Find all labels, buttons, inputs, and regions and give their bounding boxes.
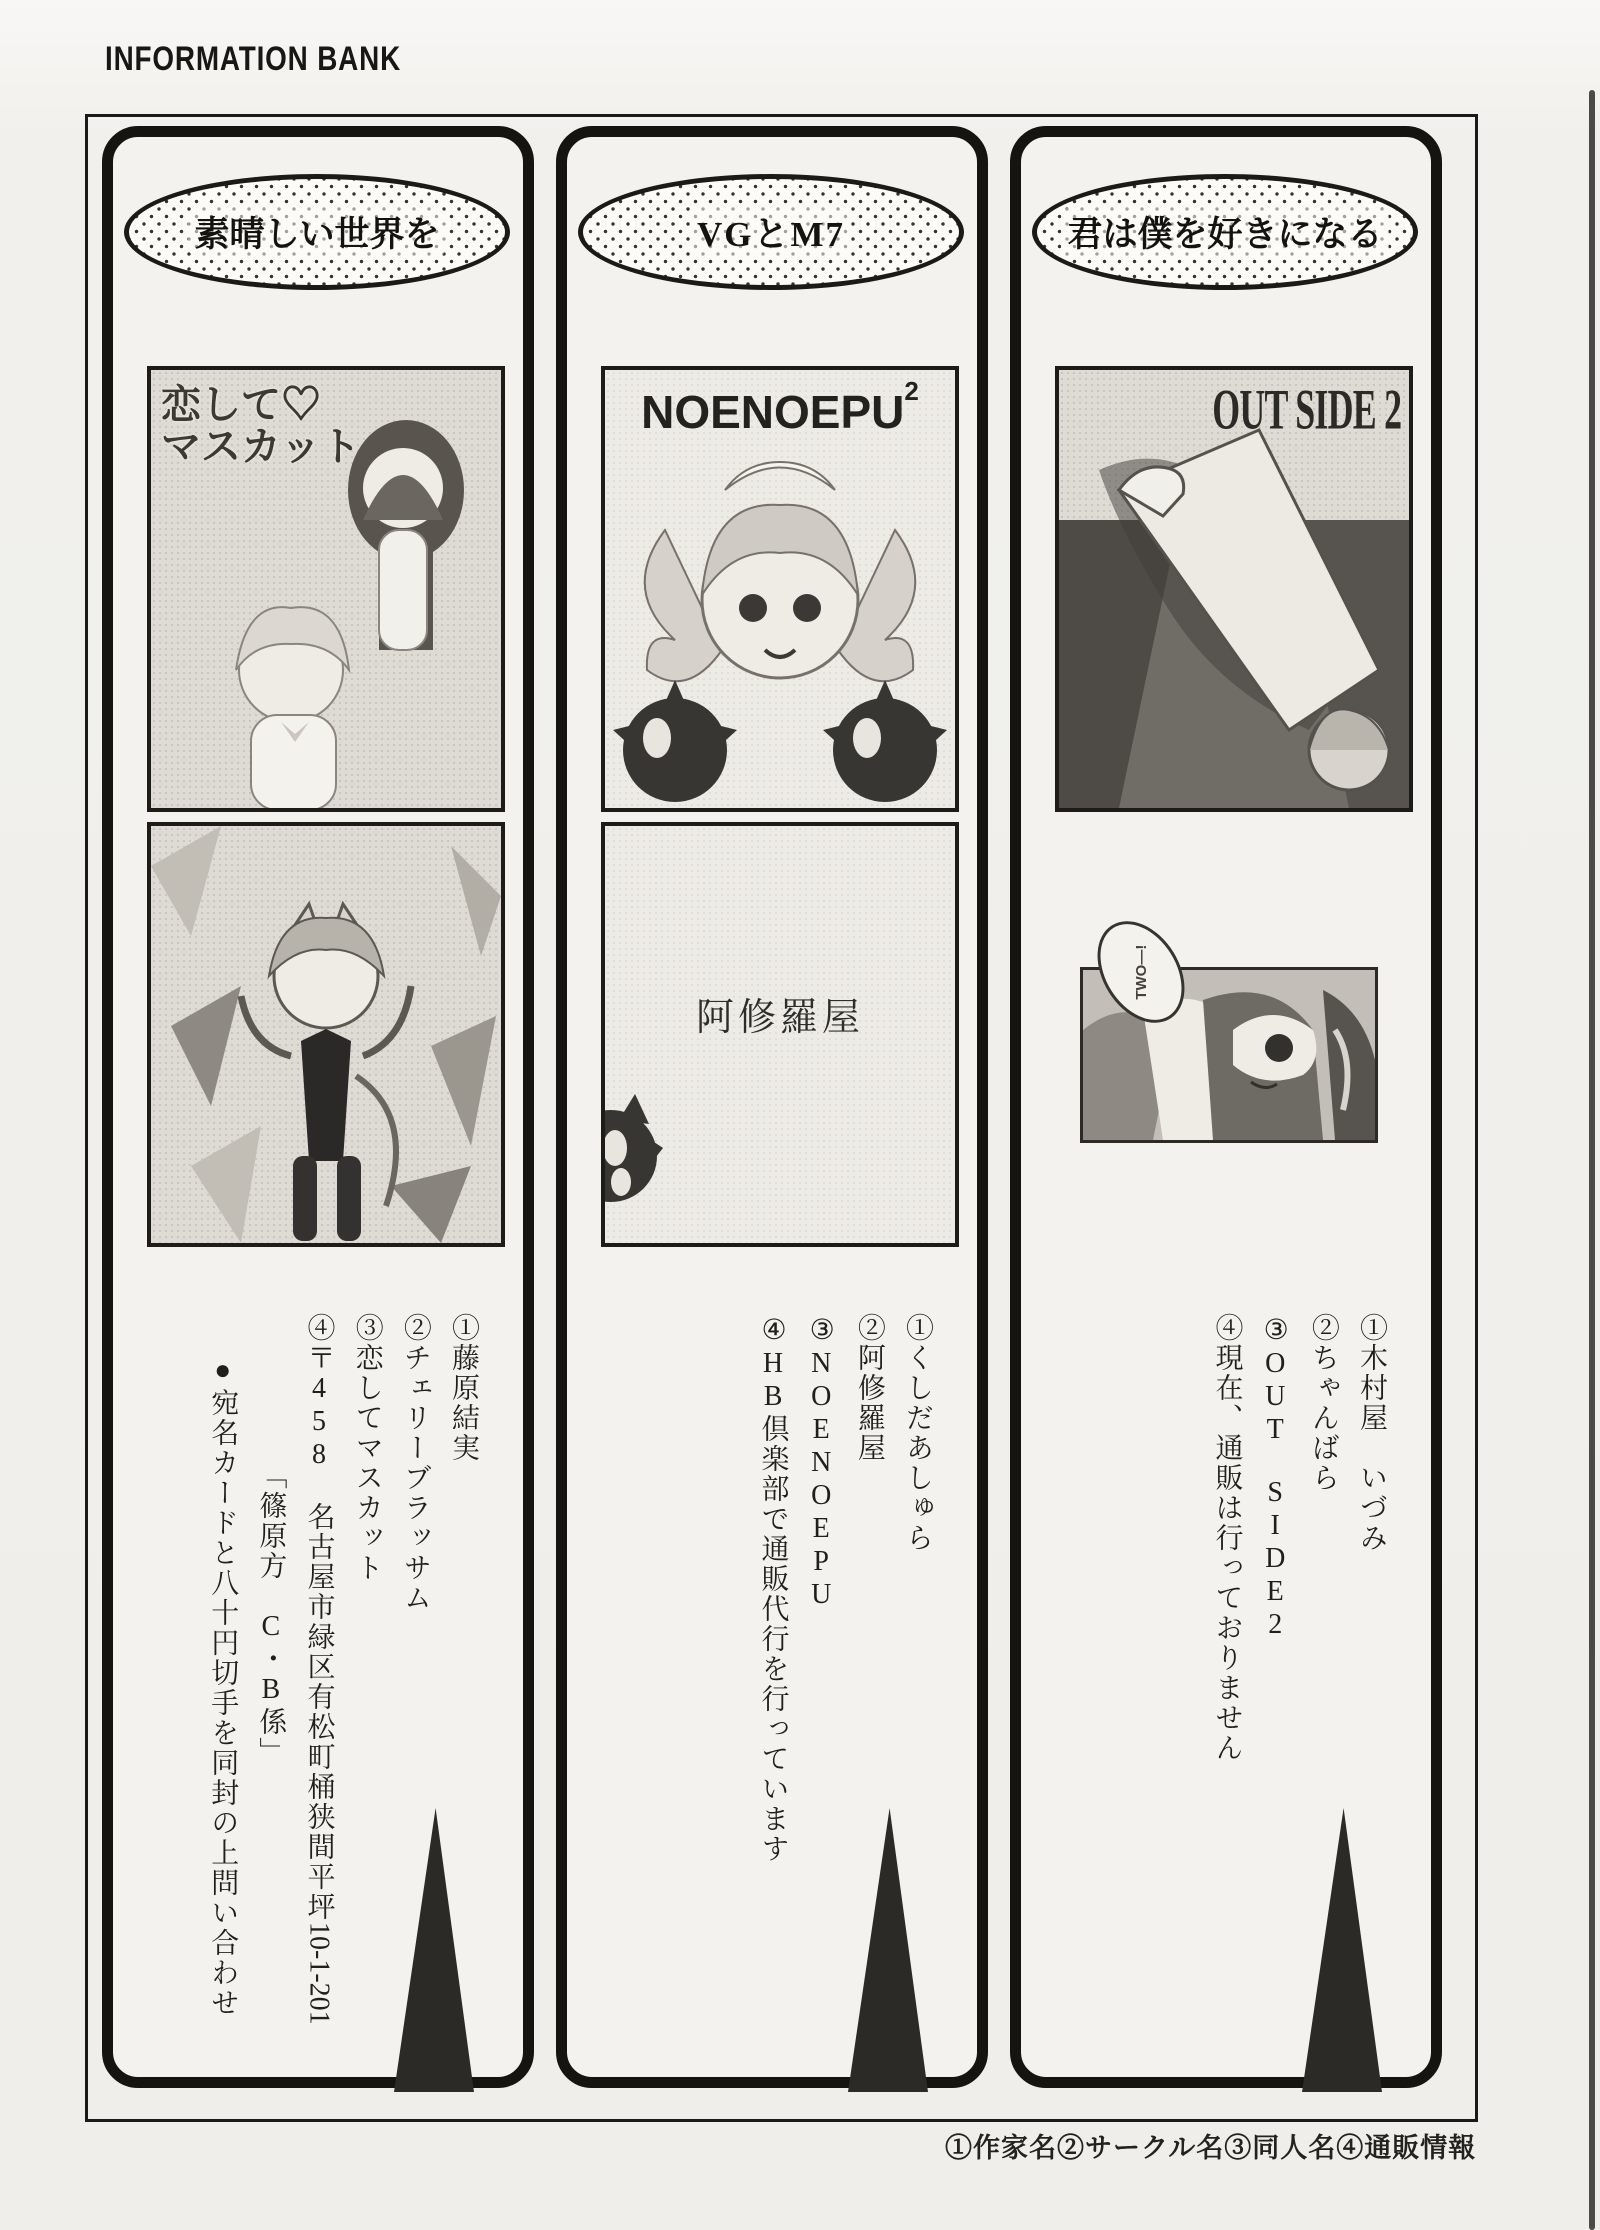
info-line: ④現在、通販は行っておりません [1211, 1313, 1243, 1763]
column2-circle-info [748, 1313, 941, 2037]
page-title: INFORMATION BANK [105, 40, 402, 78]
info-line: ①藤原結実 [448, 1313, 479, 1463]
info-line-co-name: 「篠原方 C・B係」 [255, 1461, 287, 1767]
info-line: ②チェリーブラッサム [399, 1313, 431, 1613]
ashuraya-label: 阿修羅屋 [695, 997, 864, 1039]
column1-header-label: 素晴しい世界を [188, 207, 445, 257]
column2-artwork-panel-2 [601, 822, 959, 1247]
info-line: ①くしだあしゅら [902, 1313, 933, 1553]
column3-header-label: 君は僕を好きになる [1061, 207, 1388, 257]
address-number: 10-1-201 [303, 1922, 335, 2025]
info-line: ③OUT SIDE2 [1259, 1313, 1291, 1642]
speech-bubble-text: TWO—! [1132, 944, 1150, 1000]
info-line: ②阿修羅屋 [853, 1313, 885, 1463]
column3-header-ellipse [1032, 174, 1418, 290]
column-subarashii-sekai [102, 126, 534, 2088]
panel1-title: 恋して♡ マスカット [161, 383, 361, 469]
column3-artwork-panel-1 [1055, 366, 1413, 812]
column3-circle-info [1202, 1313, 1395, 2037]
info-line-note: ●宛名カードと八十円切手を同封の上問い合わせ [207, 1355, 239, 2018]
column2-artwork-panel-1 [601, 366, 959, 812]
column1-artwork-panel-2 [147, 822, 505, 1247]
info-line: ③NOENOEPU [805, 1313, 837, 1612]
column-vg-to-m7 [556, 126, 988, 2088]
column1-header-ellipse [124, 174, 510, 290]
column-kimi-wa-boku [1010, 126, 1442, 2088]
info-line: ④HB倶楽部で通販代行を行っています [757, 1313, 789, 1864]
noenoepu-logo: NOENOEPU$^2$ [641, 376, 919, 438]
info-line: ③恋してマスカット [351, 1313, 383, 1583]
info-line-address: ④〒458 名古屋市緑区有松町桶狭間平坪10-1-201 [303, 1313, 335, 2025]
footer-legend: ①作家名②サークル名③同人名④通販情報 [945, 2133, 1477, 2163]
column2-header-label: VGとM7 [691, 207, 851, 257]
scan-edge-artifact [1589, 90, 1595, 2230]
info-line: ①木村屋 いづみ [1356, 1313, 1387, 1553]
column1-artwork-panel-1 [147, 366, 505, 812]
info-line: ②ちゃんばら [1307, 1313, 1339, 1493]
outside2-title: OUT SIDE 2 [1212, 377, 1401, 441]
catgirl-illustration [151, 826, 501, 1243]
column2-header-ellipse [578, 174, 964, 290]
